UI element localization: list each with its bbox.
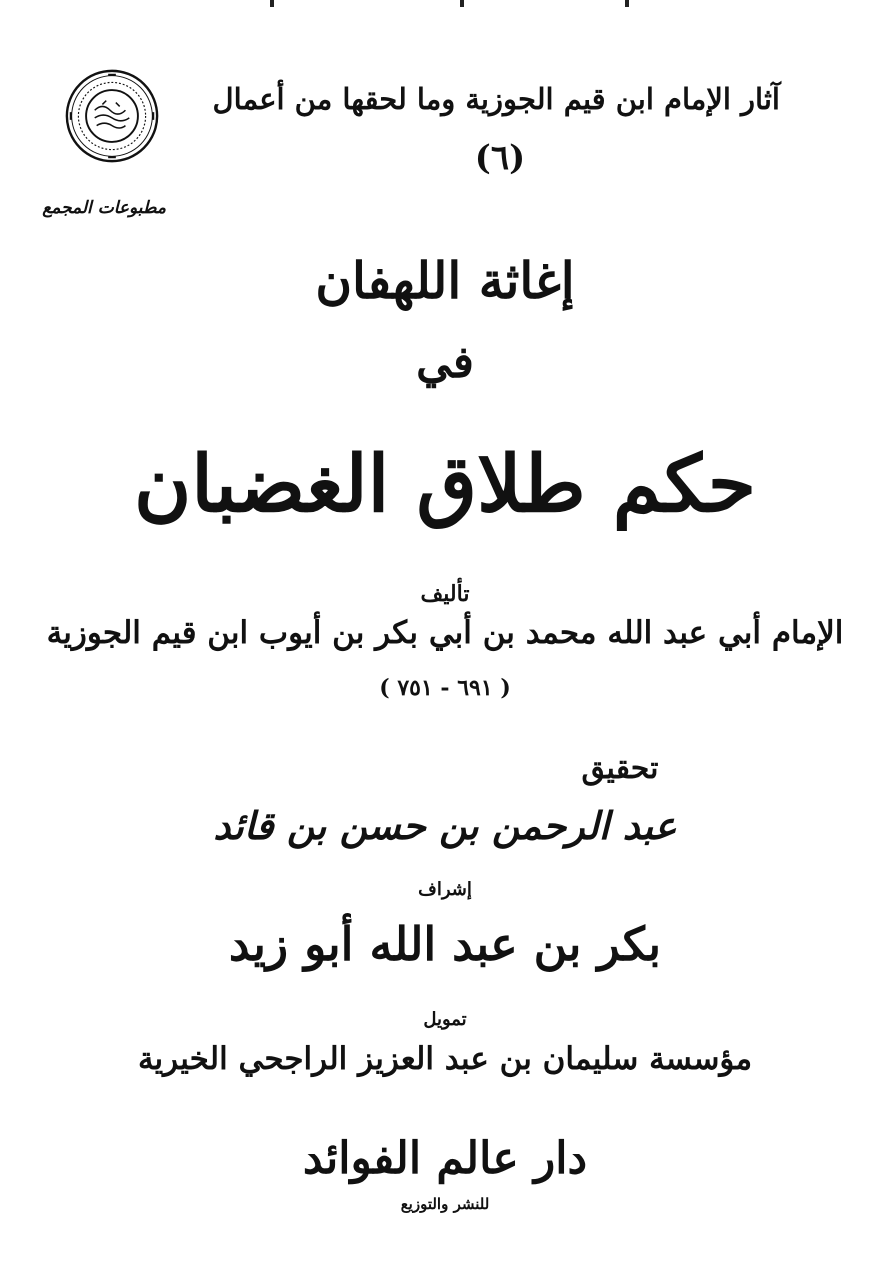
funding-label: تمويل <box>423 1009 467 1030</box>
editor-name: عبد الرحمن بن حسن بن قائد <box>213 803 677 848</box>
supervisor-name: بكر بن عبد الله أبو زيد <box>228 917 662 971</box>
editor-label: تحقيق <box>581 751 659 786</box>
editor-label-row <box>0 752 890 787</box>
series-number: (٦) <box>474 138 526 178</box>
author-label: تأليف <box>420 581 470 607</box>
publisher-subtitle: للنشر والتوزيع <box>400 1195 490 1213</box>
supervision-label: إشراف <box>418 879 472 900</box>
book-title-line-1: إغاثة اللهفان <box>315 251 575 310</box>
author-dates: ( ٦٩١ - ٧٥١ ) <box>379 675 511 701</box>
funder-name: مؤسسة سليمان بن عبد العزيز الراجحي الخيرية <box>137 1041 753 1077</box>
seal-emblem-icon <box>64 68 160 164</box>
series-title: آثار الإمام ابن قيم الجوزية وما لحقها من أعمال <box>212 82 780 116</box>
book-title-line-3: حكم طلاق الغضبان <box>134 439 756 530</box>
book-title-line-2: في <box>416 337 474 388</box>
publisher-name: دار عالم الفوائد <box>302 1133 588 1184</box>
publisher-series-label: مطبوعات المجمع <box>42 198 166 218</box>
academy-seal <box>62 68 162 164</box>
author-name: الإمام أبي عبد الله محمد بن أبي بكر بن أيوب ابن قيم الجوزية <box>46 615 844 651</box>
scan-edge-marks <box>0 0 890 8</box>
